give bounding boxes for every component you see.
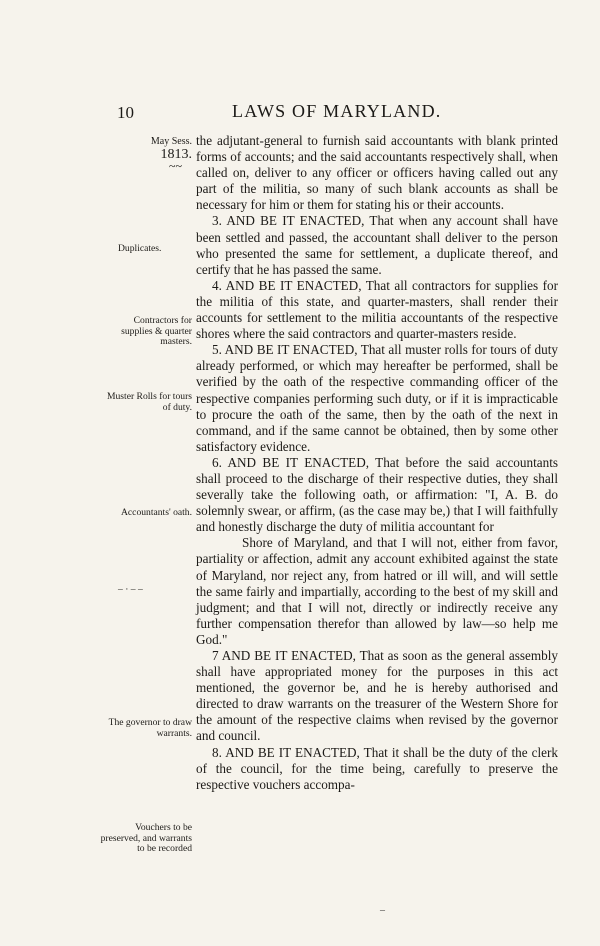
session-note [100, 136, 192, 173]
section-8: 8. AND BE IT ENACTED, That it shall be the duty of the clerk of the council, for the time being, carefully to preserve the respective vouchers accompa- [196, 744, 558, 792]
section-7: 7 AND BE IT ENACTED, That as soon as the general assembly shall have appropriated money for the purposes in this act mentioned, the governor be, and he is hereby authorised and directed to draw warrants on the treasurer of the Western Shore for the amount of the respective claims when revised by the governor and council. [196, 648, 558, 744]
stray-mark: – [380, 905, 385, 916]
body-text [196, 133, 558, 793]
note-governor: The governor to draw warrants. [108, 717, 192, 739]
swirl-ornament: ~~ [169, 159, 182, 173]
paragraph-continued: the adjutant-general to furnish said accountants with blank printed forms of accounts; and the said accountants respectively shall, when called on, deliver to any officer or officers having called out any part of the militia, so many of such blank accounts as shall be necessary for him or them for stating his or their accounts. [196, 133, 558, 213]
session-year: 1813. [160, 147, 192, 162]
note-contractors: Contractors for supplies & quarter masters. [121, 315, 192, 347]
page-number: 10 [117, 103, 134, 122]
note-duplicates: Duplicates. [118, 243, 162, 254]
running-head: LAWS OF MARYLAND. [232, 101, 442, 121]
note-accountants-oath: Accountants' oath. [121, 507, 192, 518]
section-5: 5. AND BE IT ENACTED, That all muster rolls for tours of duty already performed, or which may hereafter be performed, shall be verified by the oath of the respective commanding officer of the respective companies performing such duty, or if it is impracticable to procure the oath of the same, then by the oath of the next in command, and if the same cannot be obtained, then by some other satisfactory evidence. [196, 342, 558, 454]
session-label: May Sess. [150, 136, 192, 147]
section-4: 4. AND BE IT ENACTED, That all contractors for supplies for the militia of this state, and quarter-masters, shall render their accounts for settlement to the militia accountants of the respective shores where the said contractors and quarter-masters reside. [196, 277, 558, 342]
section-6-continued: Shore of Maryland, and that I will not, either from favor, partiality or affection, admit any account exhibited against the state of Maryland, nor reject any, from hatred or ill will, and will settle the same fairly and impartially, according to the best of my skill and judgment; and that I will not, directly or indirectly receive any further compensation therefor than allowed by law—so help me God." [196, 535, 558, 647]
dash-mark: – · – – [118, 584, 143, 595]
section-6-oath: 6. AND BE IT ENACTED, That before the said accountants shall proceed to the discharge of their respective duties, they shall severally take the following oath, or affirmation: "I, A. B. do solemnly swear, or affirm, (as the case may be,) that I will faithfully and honestly discharge the duty of militia accountant for [196, 454, 558, 535]
note-muster-rolls: Muster Rolls for tours of duty. [106, 391, 192, 413]
section-3: 3. AND BE IT ENACTED, That when any account shall have been settled and passed, the accountant shall deliver to the person who presented the same for settlement, a duplicate thereof, and certify that he has passed the same. [196, 213, 558, 277]
note-vouchers: Vouchers to be preserved, and warrants to be recorded [100, 822, 192, 854]
